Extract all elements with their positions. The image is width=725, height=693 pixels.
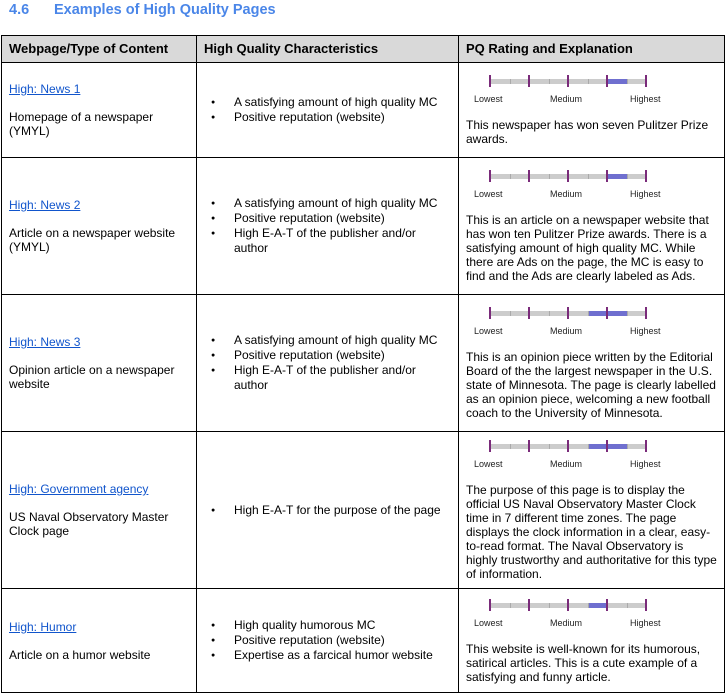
scale-major-tick	[645, 75, 647, 87]
content-description: Article on a newspaper website (YMYL)	[9, 226, 176, 254]
rating-explanation: This website is well-known for its humorous, satirical articles. This is a cute example of a satisfying and funny article.	[466, 641, 701, 684]
content-cell	[2, 295, 197, 432]
scale-minor-tick	[549, 311, 550, 316]
scale-label-lowest: Lowest	[474, 326, 503, 336]
scale-minor-tick	[627, 444, 628, 449]
content-cell	[2, 432, 197, 589]
scale-major-tick	[528, 170, 530, 182]
scale-major-tick	[606, 75, 608, 87]
scale-major-tick	[606, 170, 608, 182]
rating-explanation: This is an opinion piece written by the Editorial Board of the the largest newspaper in the U.S. state of Minnesota. The page is clearly labelled as an opinion piece, welcoming a new football coach to the University of Minnesota.	[466, 350, 716, 420]
characteristics-cell	[197, 158, 459, 295]
rating-cell	[459, 158, 725, 295]
scale-fill	[607, 79, 627, 84]
pq-rating-scale	[466, 439, 717, 475]
characteristics-list	[204, 503, 451, 518]
table-header-row	[2, 36, 725, 63]
characteristic-item: ● Positive reputation (website)	[234, 211, 451, 226]
rating-cell	[459, 589, 725, 693]
example-link[interactable]: High: Humor	[9, 619, 77, 634]
scale-minor-tick	[588, 603, 589, 608]
characteristic-item: ● High E-A-T of the publisher and/or author	[234, 226, 451, 256]
table-row	[2, 589, 725, 693]
example-link[interactable]: High: News 1	[9, 82, 81, 96]
scale-minor-tick	[627, 311, 628, 316]
scale-minor-tick	[627, 174, 628, 179]
scale-minor-tick	[510, 79, 511, 84]
pq-rating-scale	[466, 306, 717, 342]
header-webpage-type: Webpage/Type of Content	[2, 36, 197, 63]
section-number: 4.6	[9, 2, 30, 18]
rating-explanation: This is an article on a newspaper website that has won ten Pulitzer Prize awards. There is a satisfying amount of high quality MC. While there are Ads on the page, the MC is easy to find and the Ads are clearly labeled as Ads.	[466, 213, 709, 283]
section-heading	[9, 2, 276, 18]
scale-major-tick	[567, 170, 569, 182]
pq-rating-scale	[466, 169, 717, 205]
scale-minor-tick	[588, 444, 589, 449]
characteristics-cell	[197, 63, 459, 158]
scale-minor-tick	[549, 444, 550, 449]
scale-minor-tick	[510, 174, 511, 179]
scale-major-tick	[489, 440, 491, 452]
scale-major-tick	[489, 170, 491, 182]
characteristic-item: ● Expertise as a farcical humor website	[234, 648, 451, 663]
scale-minor-tick	[588, 174, 589, 179]
scale-major-tick	[567, 599, 569, 611]
scale-label-medium: Medium	[550, 326, 583, 336]
header-characteristics: High Quality Characteristics	[197, 36, 459, 63]
characteristic-item: ● High E-A-T for the purpose of the page	[234, 503, 451, 518]
scale-major-tick	[528, 75, 530, 87]
characteristic-item: ● High E-A-T of the publisher and/or author	[234, 363, 451, 393]
scale-label-lowest: Lowest	[474, 459, 503, 469]
scale-minor-tick	[549, 603, 550, 608]
scale-major-tick	[489, 75, 491, 87]
scale-label-medium: Medium	[550, 94, 583, 104]
header-pq-rating: PQ Rating and Explanation	[459, 36, 725, 63]
scale-fill	[607, 174, 627, 179]
characteristic-item: ● Positive reputation (website)	[234, 348, 451, 363]
scale-major-tick	[606, 440, 608, 452]
scale-minor-tick	[588, 79, 589, 84]
scale-major-tick	[489, 307, 491, 319]
scale-major-tick	[528, 440, 530, 452]
scale-major-tick	[567, 75, 569, 87]
pq-rating-scale	[466, 74, 717, 110]
scale-major-tick	[645, 440, 647, 452]
characteristics-list	[204, 95, 451, 125]
rating-explanation: The purpose of this page is to display the official US Naval Observatory Master Clock time in 7 different time zones. The page displays the clock information in a clear, easy-to-read format. The Naval Observatory is highly trustworthy and authoritative for this type of information.	[466, 483, 717, 581]
scale-major-tick	[606, 307, 608, 319]
characteristic-item: ● Positive reputation (website)	[234, 633, 451, 648]
characteristics-list	[204, 333, 451, 393]
content-description: US Naval Observatory Master Clock page	[9, 510, 169, 538]
scale-minor-tick	[510, 311, 511, 316]
table-row	[2, 158, 725, 295]
scale-major-tick	[528, 307, 530, 319]
example-link[interactable]: High: News 2	[9, 198, 81, 212]
example-link[interactable]: High: News 3	[9, 335, 81, 349]
scale-major-tick	[645, 599, 647, 611]
content-description: Article on a humor website	[9, 647, 151, 662]
scale-minor-tick	[588, 311, 589, 316]
characteristic-item: ● Positive reputation (website)	[234, 110, 451, 125]
scale-label-highest: Highest	[630, 617, 661, 628]
scale-major-tick	[528, 599, 530, 611]
scale-label-lowest: Lowest	[474, 189, 503, 199]
scale-major-tick	[606, 599, 608, 611]
scale-label-medium: Medium	[550, 617, 583, 628]
characteristics-cell	[197, 295, 459, 432]
characteristics-list	[204, 196, 451, 256]
characteristic-item: ● A satisfying amount of high quality MC	[234, 95, 451, 110]
characteristics-cell	[197, 432, 459, 589]
scale-major-tick	[645, 170, 647, 182]
scale-label-lowest: Lowest	[474, 94, 503, 104]
table-row	[2, 295, 725, 432]
rating-cell	[459, 432, 725, 589]
scale-label-highest: Highest	[630, 459, 661, 469]
characteristics-cell	[197, 589, 459, 693]
characteristic-item: ● A satisfying amount of high quality MC	[234, 333, 451, 348]
scale-label-medium: Medium	[550, 459, 583, 469]
rating-cell	[459, 295, 725, 432]
characteristic-item: ● High quality humorous MC	[234, 618, 451, 633]
scale-minor-tick	[549, 79, 550, 84]
content-description: Homepage of a newspaper (YMYL)	[9, 110, 154, 138]
scale-minor-tick	[510, 444, 511, 449]
content-cell	[2, 158, 197, 295]
rating-explanation: This newspaper has won seven Pulitzer Prize awards.	[466, 118, 709, 146]
table-row	[2, 432, 725, 589]
content-description: Opinion article on a newspaper website	[9, 363, 175, 391]
rating-cell	[459, 63, 725, 158]
examples-table	[1, 35, 725, 693]
scale-label-highest: Highest	[630, 94, 661, 104]
characteristics-list	[204, 618, 451, 663]
scale-major-tick	[567, 440, 569, 452]
scale-fill	[588, 603, 608, 608]
scale-label-lowest: Lowest	[474, 617, 503, 628]
scale-minor-tick	[510, 603, 511, 608]
scale-label-highest: Highest	[630, 326, 661, 336]
content-cell	[2, 63, 197, 158]
scale-minor-tick	[549, 174, 550, 179]
scale-minor-tick	[627, 603, 628, 608]
scale-label-highest: Highest	[630, 189, 661, 199]
scale-minor-tick	[627, 79, 628, 84]
scale-major-tick	[567, 307, 569, 319]
scale-label-medium: Medium	[550, 189, 583, 199]
section-title: Examples of High Quality Pages	[54, 2, 276, 18]
characteristic-item: ● A satisfying amount of high quality MC	[234, 196, 451, 211]
scale-major-tick	[489, 599, 491, 611]
table-row	[2, 63, 725, 158]
content-cell	[2, 589, 197, 693]
example-link[interactable]: High: Government agency	[9, 482, 149, 496]
scale-major-tick	[645, 307, 647, 319]
pq-rating-scale	[466, 598, 717, 634]
